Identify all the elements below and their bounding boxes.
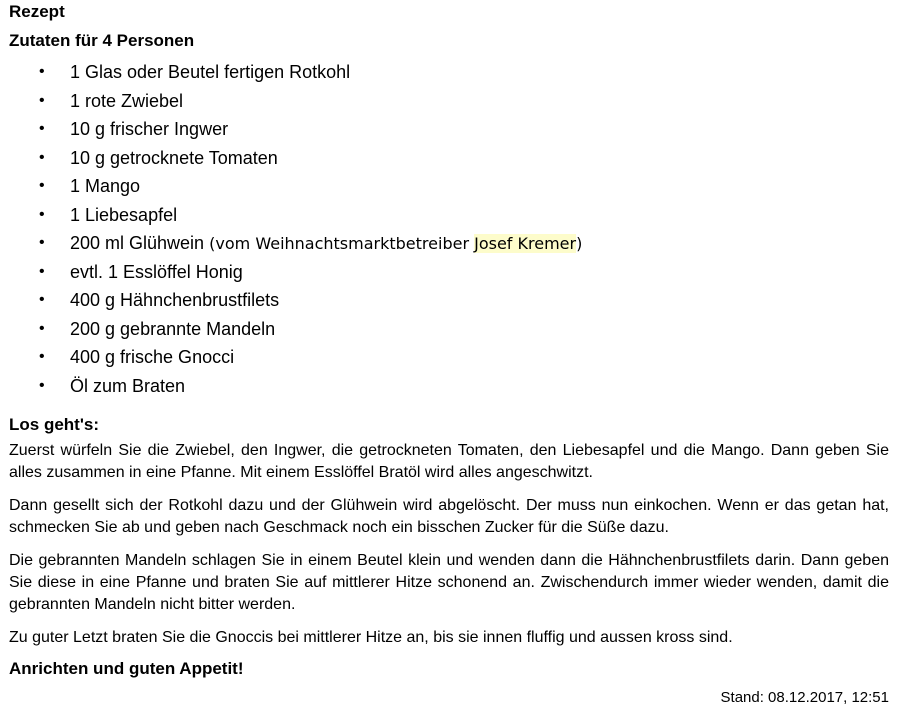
note-open: (vom Weihnachtsmarktbetreiber — [204, 234, 475, 253]
bullet-icon: • — [39, 376, 45, 394]
list-item — [9, 372, 889, 401]
list-item — [9, 343, 889, 372]
ingredient-text: Öl zum Braten — [70, 375, 186, 396]
gluehwein-note — [204, 234, 582, 253]
bullet-icon: • — [39, 205, 45, 223]
ingredient-text: 400 g Hähnchenbrustfilets — [70, 290, 280, 310]
list-item — [9, 229, 889, 258]
bullet-icon: • — [39, 234, 45, 251]
ingredient-text: 1 Mango — [70, 176, 141, 196]
list-item — [9, 87, 889, 116]
closing-line: Anrichten und guten Appetit! — [9, 659, 244, 678]
bullet-icon: • — [39, 262, 45, 280]
bullet-icon: • — [39, 348, 45, 365]
ingredient-text: evtl. 1 Esslöffel Honig — [70, 261, 243, 282]
recipe-document — [9, 0, 889, 680]
ingredient-text: 1 rote Zwiebel — [70, 90, 184, 111]
list-item — [9, 115, 889, 144]
ingredient-text: 200 ml Glühwein — [70, 233, 205, 253]
ingredient-text: 1 Glas oder Beutel fertigen Rotkohl — [70, 62, 351, 82]
instruction-paragraph: Dann gesellt sich der Rotkohl dazu und der Glühwein wird abgelöscht. Der muss nun einkochen. Wenn er das getan hat, schmecken Sie ab und geben nach Geschmack noch ein bisschen Zucker für die Süße dazu. — [9, 497, 889, 536]
ingredient-text: 10 g frischer Ingwer — [70, 119, 229, 139]
list-item — [9, 58, 889, 87]
note-close: ) — [576, 234, 583, 253]
instruction-paragraph: Zuerst würfeln Sie die Zwiebel, den Ingwer, die getrockneten Tomaten, den Liebesapfel und die Mango. Dann geben Sie alles zusammen in eine Pfanne. Mit einem Esslöffel Bratöl wird alles angeschwitzt. — [9, 442, 889, 481]
bullet-icon: • — [39, 177, 45, 194]
list-item — [9, 144, 889, 173]
bullet-icon: • — [39, 291, 45, 308]
ingredient-text: 200 g gebrannte Mandeln — [70, 318, 276, 339]
list-item — [9, 258, 889, 287]
page-title: Rezept — [9, 2, 65, 21]
bullet-icon: • — [39, 148, 45, 166]
bullet-icon: • — [39, 91, 45, 109]
list-item — [9, 201, 889, 230]
ingredient-text: 400 g frische Gnocci — [70, 347, 235, 367]
instructions-heading: Los geht's: — [9, 415, 99, 434]
ingredients-heading: Zutaten für 4 Personen — [9, 31, 195, 50]
bullet-icon: • — [39, 63, 45, 80]
timestamp: Stand: 08.12.2017, 12:51 — [720, 689, 889, 706]
list-item — [9, 172, 889, 201]
instruction-paragraph: Die gebrannten Mandeln schlagen Sie in einem Beutel klein und wenden dann die Hähnchenbrustfilets darin. Dann geben Sie diese in eine Pfanne und braten Sie auf mittlerer Hitze schonend an. Zwischendurch immer wieder wenden, damit die gebrannten Mandeln nicht bitter werden. — [9, 552, 889, 613]
bullet-icon: • — [39, 319, 45, 337]
bullet-icon: • — [39, 120, 45, 137]
ingredient-list — [9, 58, 889, 400]
ingredient-text: 10 g getrocknete Tomaten — [70, 147, 278, 168]
list-item — [9, 286, 889, 315]
list-item — [9, 315, 889, 344]
highlighted-name: Josef Kremer — [474, 234, 577, 253]
ingredient-text: 1 Liebesapfel — [70, 204, 178, 225]
instruction-paragraph: Zu guter Letzt braten Sie die Gnoccis bei mittlerer Hitze an, bis sie innen fluffig und aussen kross sind. — [9, 629, 733, 646]
